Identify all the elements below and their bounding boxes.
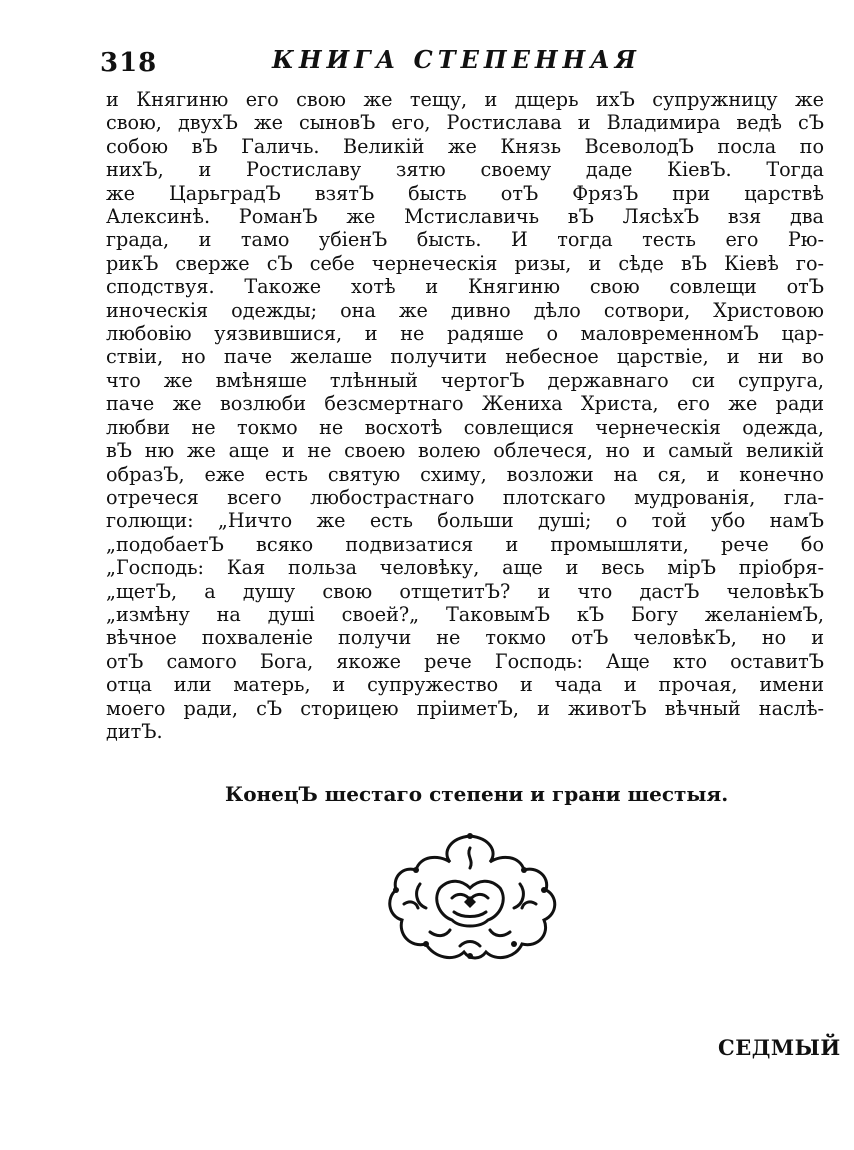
- text-line: собою вЪ Галичь. Великій же Князь ВсеволодЪ посла по: [106, 134, 824, 158]
- text-line: дитЪ.: [106, 719, 163, 743]
- text-line: отца или матерь, и супружество и чада и прочая, имени: [106, 673, 824, 697]
- text-line: Алексинѣ. РоманЪ же Мстиславичь вЪ ЛясѣхЪ взя два: [106, 205, 824, 229]
- text-line: любовію уязвившися, и не радяше о маловременномЪ цар-: [106, 322, 824, 346]
- text-line: отЪ самого Бога, якоже рече Господь: Аще кто оставитЪ: [106, 649, 824, 673]
- text-line: иноческія одежды; она же дивно дѣло сотвори, Христовою: [106, 298, 824, 322]
- text-line: что же вмѣняше тлѣнный чертогЪ державнаго си супруга,: [106, 368, 824, 392]
- baroque-ornament-icon: [380, 828, 560, 968]
- page-number: 318: [100, 48, 158, 78]
- text-line: и Княгиню его свою же тещу, и дщерь ихЪ супружницу же: [106, 88, 824, 111]
- text-line: „измѣну на душі своей?„ ТаковымЪ кЪ Богу желаніемЪ,: [106, 602, 824, 626]
- text-line: града, и тамо убіенЪ бысть. И тогда тесть его Рю-: [106, 228, 824, 252]
- text-line: „подобаетЪ всяко подвизатися и промышляти, рече бо: [106, 532, 824, 556]
- running-title: КНИГА СТЕПЕННАЯ: [272, 45, 641, 74]
- text-line: любви не токмо не восхотѣ совлещися чернеческія одежда,: [106, 415, 824, 439]
- catchword: СЕДМЫЙ: [718, 1035, 841, 1060]
- text-line: голющи: „Ничто же есть больши душі; о той убо намЪ: [106, 509, 824, 533]
- text-line: образЪ, еже есть святую схиму, возложи на ся, и конечно: [106, 462, 824, 486]
- text-line: свою, двухЪ же сыновЪ его, Ростислава и Владимира ведѣ сЪ: [106, 111, 824, 135]
- text-line: моего ради, сЪ сторицею пріиметЪ, и животЪ вѣчный наслѣ-: [106, 696, 824, 720]
- text-line: рикЪ сверже сЪ себе чернеческія ризы, и сѣде вЪ Кіевѣ го-: [106, 251, 824, 275]
- text-line: „Господь: Кая польза человѣку, аще и весь мірЪ пріобря-: [106, 556, 824, 580]
- body-text: [106, 88, 824, 743]
- text-line: отречеся всего любострастнаго плотскаго мудрованія, гла-: [106, 485, 824, 509]
- text-line: же ЦарьградЪ взятЪ бысть отЪ ФрязЪ при царствѣ: [106, 181, 824, 205]
- text-line: паче же возлюби безсмертнаго Жениха Христа, его же ради: [106, 392, 824, 416]
- text-line: сподствуя. Такоже хотѣ и Княгиню свою совлещи отЪ: [106, 275, 824, 299]
- end-note: КонецЪ шестаго степени и грани шестыя.: [225, 782, 729, 806]
- text-line: нихЪ, и Ростиславу зятю своему даде КіевЪ. Тогда: [106, 158, 824, 182]
- text-line: „щетЪ, а душу свою отщетитЪ? и что дастЪ человѣкЪ: [106, 579, 824, 603]
- text-line: ствіи, но паче желаше получити небесное царствіе, и ни во: [106, 345, 824, 369]
- text-line: вЪ ню же аще и не своею волею облечеся, но и самый великій: [106, 439, 824, 463]
- text-line: вѣчное похваленіе получи не токмо отЪ человѣкЪ, но и: [106, 626, 824, 650]
